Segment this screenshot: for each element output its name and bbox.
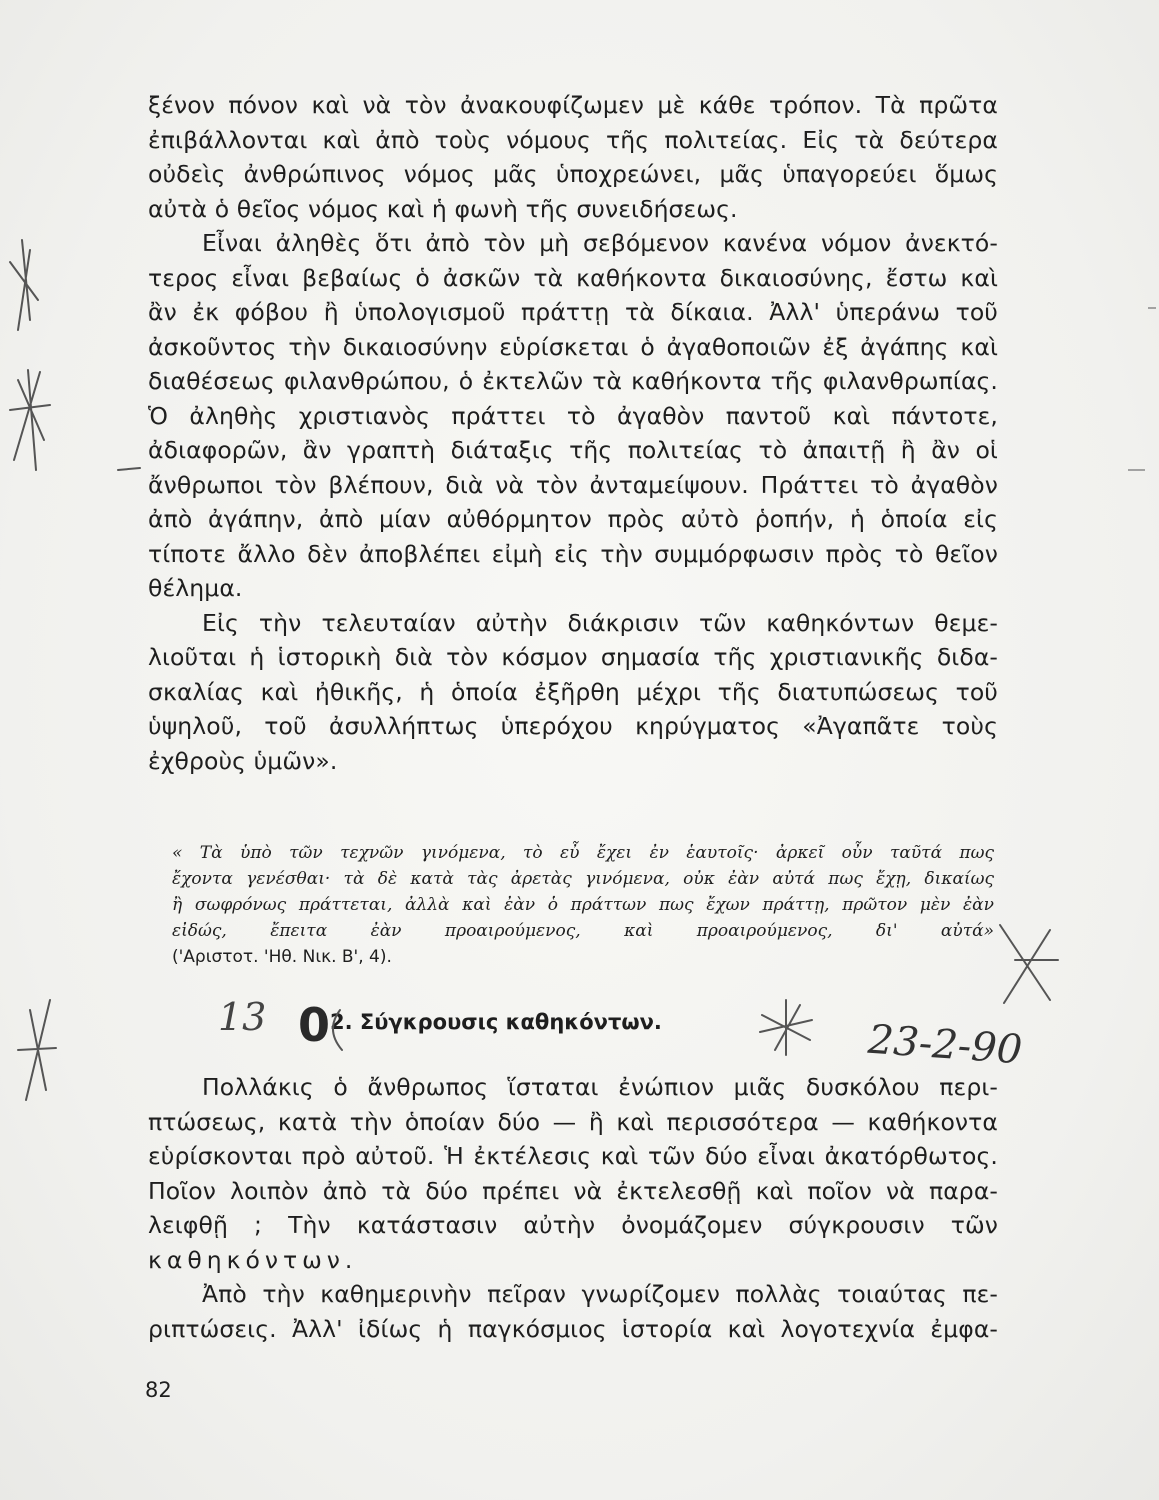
text-line: Ποῖον λοιπὸν ἀπὸ τὰ δύο πρέπει νὰ ἐκτελεσθῇ καὶ ποῖον νὰ παρα- <box>148 1176 998 1205</box>
text-line: ξένον πόνον καὶ νὰ τὸν ἀνακουφίζωμεν μὲ κάθε τρόπον. Τὰ πρῶτα <box>148 91 998 119</box>
text-line: Πολλάκις ὁ ἄνθρωπος ἵσταται ἐνώπιον μιᾶς δυσκόλου περι- <box>202 1073 998 1101</box>
text-line: ριπτώσεις. Ἀλλ' ἰδίως ἡ παγκόσμιος ἱστορία καὶ λογοτεχνία ἐμφα- <box>148 1314 998 1343</box>
underline-stroke <box>118 468 140 470</box>
text-line: θέλημα. <box>148 574 243 602</box>
text-line: τίποτε ἄλλο δὲν ἀποβλέπει εἰμὴ εἰς τὴν συμμόρφωσιν πρὸς τὸ θεῖον <box>148 539 998 568</box>
text-line: ἀπὸ ἀγάπην, ἀπὸ μίαν αὐθόρμητον πρὸς αὐτὸ ῥοπήν, ἡ ὁποία εἰς <box>148 505 998 533</box>
section-heading: 2. Σύγκρουσις καθηκόντων. <box>330 1010 662 1034</box>
quote-line: ἔχοντα γενέσθαι· τὰ δὲ κατὰ τὰς ἀρετὰς γινόμενα, οὐκ ἐὰν αὐτά πως ἔχῃ, δικαίως <box>172 869 994 889</box>
text-line: Ὁ ἀληθὴς χριστιανὸς πράττει τὸ ἀγαθὸν παντοῦ καὶ πάντοτε, <box>148 401 998 430</box>
bracket-mark <box>333 1010 342 1050</box>
text-line: Εἰς τὴν τελευταίαν αὐτὴν διάκρισιν τῶν καθηκόντων θεμε- <box>202 608 998 637</box>
margin-scribble-low <box>18 1000 56 1100</box>
text-line: ἐχθροὺς ὑμῶν». <box>148 746 338 775</box>
text-line: Ἀπὸ τὴν καθημερινὴν πεῖραν γνωρίζομεν πολλὰς τοιαύτας πε- <box>202 1280 998 1308</box>
text-line: οὐδεὶς ἀνθρώπινος νόμος μᾶς ὑποχρεώνει, μᾶς ὑπαγορεύει ὅμως <box>148 160 998 188</box>
quote-line: ἢ σωφρόνως πράττεται, ἀλλὰ καὶ ἐὰν ὁ πράττων πως ἔχων πράττῃ, πρῶτον μὲν ἐὰν <box>172 895 994 915</box>
cross-mark-right <box>1000 925 1058 1003</box>
text-line: ἄνθρωποι τὸν βλέπουν, διὰ νὰ τὸν ἀνταμείψουν. Πράττει τὸ ἀγαθὸν <box>148 470 998 499</box>
text-line: ἂν ἐκ φόβου ἢ ὑπολογισμοῦ πράττῃ τὰ δίκαια. Ἀλλ' ὑπεράνω τοῦ <box>148 298 998 326</box>
star-mark <box>760 1000 812 1055</box>
margin-scribble-top <box>10 240 38 330</box>
text-line: λειφθῇ ; Τὴν κατάστασιν αὐτὴν ὀνομάζομεν σύγκρουσιν τῶν <box>148 1211 998 1239</box>
text-line: τερος εἶναι βεβαίως ὁ ἀσκῶν τὰ καθήκοντα δικαιοσύνης, ἔστω καὶ <box>148 263 998 292</box>
text-line: αὐτὰ ὁ θεῖος νόμος καὶ ἡ φωνὴ τῆς συνειδήσεως. <box>148 194 738 223</box>
margin-scribble-mid <box>10 370 50 470</box>
text-line: πτώσεως, κατὰ τὴν ὁποίαν δύο — ἢ καὶ περισσότερα — καθήκοντα <box>148 1107 998 1136</box>
handwritten-number: 13 <box>218 995 267 1039</box>
text-line: Εἶναι ἀληθὲς ὅτι ἀπὸ τὸν μὴ σεβόμενον κανένα νόμον ἀνεκτό- <box>202 229 998 257</box>
handwritten-date: 23-2-90 <box>866 1016 1024 1074</box>
quote-citation: ('Αριστοτ. 'Ηθ. Νικ. Β', 4). <box>172 947 392 967</box>
handwritten-circled-mark: 0 <box>298 998 331 1052</box>
text-line: διαθέσεως φιλανθρώπου, ὁ ἐκτελῶν τὰ καθήκοντα τῆς φιλανθρωπίας. <box>148 367 998 395</box>
quote-line: « Τὰ ὑπὸ τῶν τεχνῶν γινόμενα, τὸ εὖ ἔχει ἐν ἑαυτοῖς· ἀρκεῖ οὖν ταῦτά πως <box>172 843 994 863</box>
text-line: ἀδιαφορῶν, ἂν γραπτὴ διάταξις τῆς πολιτείας τὸ ἀπαιτῇ ἢ ἂν οἱ <box>148 436 998 464</box>
text-line: καθηκόντων. <box>148 1245 358 1274</box>
text-line: λιοῦται ἡ ἱστορικὴ διὰ τὸν κόσμον σημασία τῆς χριστιανικῆς διδα- <box>148 643 998 671</box>
text-line: ὑψηλοῦ, τοῦ ἀσυλλήπτως ὑπερόχου κηρύγματος «Ἀγαπᾶτε τοὺς <box>148 712 998 740</box>
text-line: ἀσκοῦντος τὴν δικαιοσύνην εὑρίσκεται ὁ ἀγαθοποιῶν ἐξ ἀγάπης καὶ <box>148 332 998 361</box>
text-line: ἐπιβάλλονται καὶ ἀπὸ τοὺς νόμους τῆς πολιτείας. Εἰς τὰ δεύτερα <box>148 125 998 154</box>
page-number: 82 <box>145 1378 172 1402</box>
text-line: σκαλίας καὶ ἠθικῆς, ἡ ὁποία ἐξῆρθη μέχρι τῆς διατυπώσεως τοῦ <box>148 677 998 706</box>
quote-line: εἰδώς, ἔπειτα ἐὰν προαιρούμενος, καὶ προαιρούμενος, δι' αὐτά» <box>172 921 994 941</box>
text-line: εὑρίσκονται πρὸ αὐτοῦ. Ἡ ἐκτέλεσις καὶ τῶν δύο εἶναι ἀκατόρθωτος. <box>148 1142 998 1170</box>
